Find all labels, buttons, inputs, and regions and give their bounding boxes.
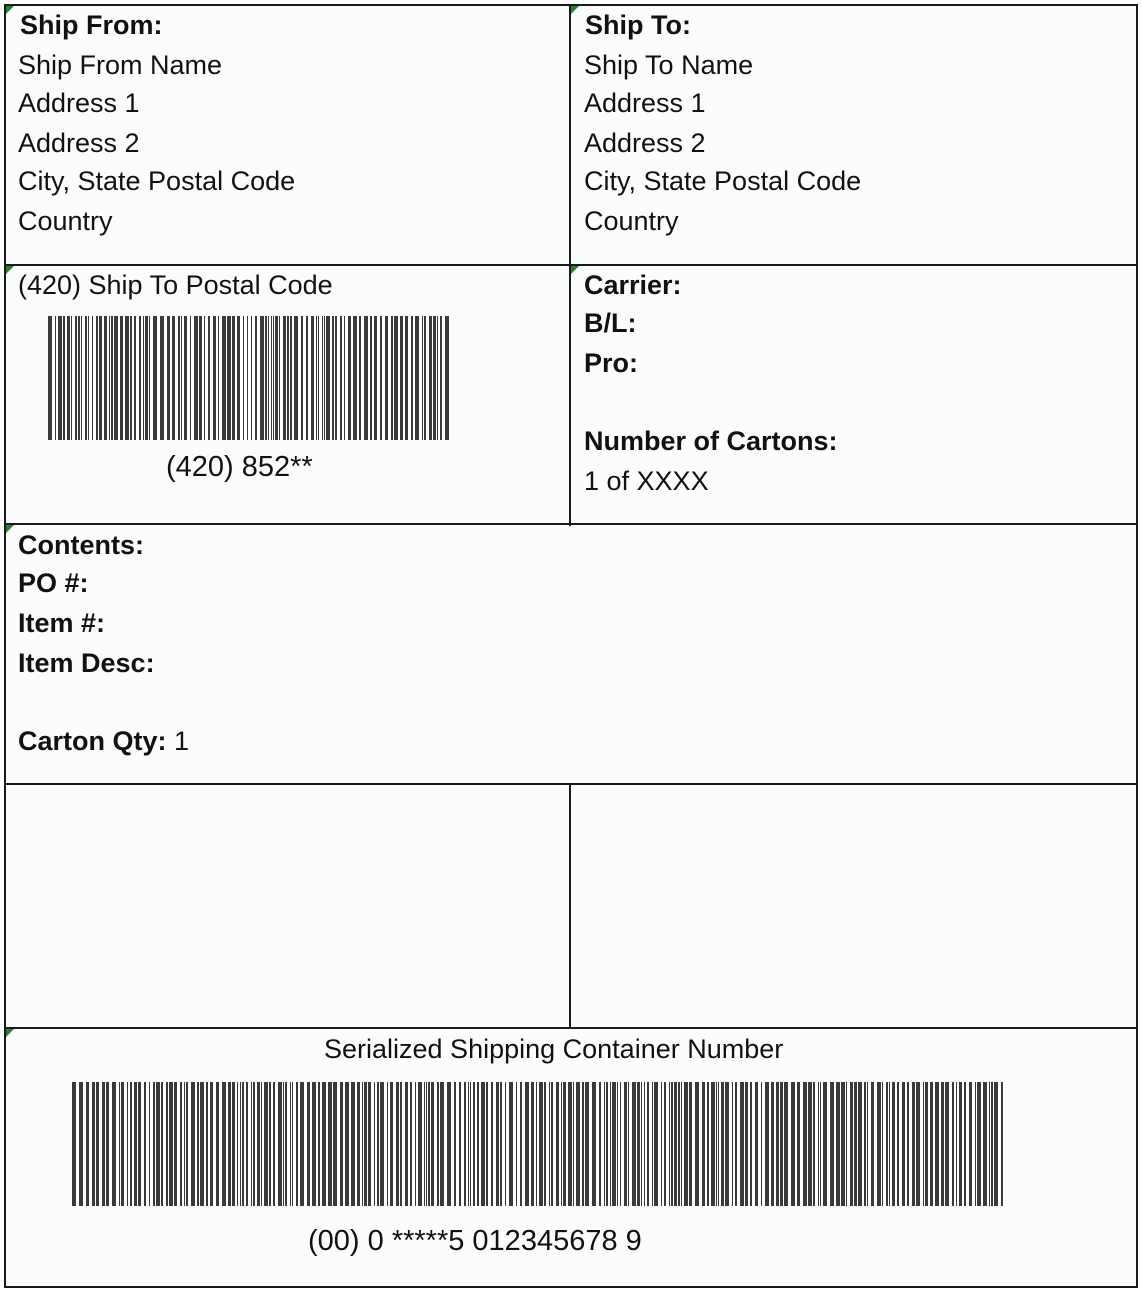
carrier-info-cell <box>571 266 1138 523</box>
ship-from-country: Country <box>18 206 113 236</box>
carton-qty-label: Carton Qty: <box>18 726 167 756</box>
pro-label: Pro: <box>584 348 638 378</box>
contents-cell <box>6 525 1138 783</box>
bl-label: B/L: <box>584 308 637 338</box>
sscc-number: (00) 0 *****5 012345678 9 <box>308 1225 642 1257</box>
sscc-cell <box>6 1029 1138 1288</box>
ship-to-city-state-postal: City, State Postal Code <box>584 166 862 196</box>
ship-from-name: Ship From Name <box>18 50 223 80</box>
postal-barcode-number: (420) 852** <box>166 451 313 483</box>
item-number-label: Item #: <box>18 608 106 638</box>
contents-heading: Contents: <box>18 530 144 560</box>
ship-to-cell <box>571 6 1138 264</box>
number-of-cartons-label: Number of Cartons: <box>584 426 838 456</box>
ship-from-city-state-postal: City, State Postal Code <box>18 166 296 196</box>
po-label: PO #: <box>18 568 89 598</box>
empty-cell-left <box>6 785 569 1027</box>
ship-to-country: Country <box>584 206 679 236</box>
postal-barcode-icon <box>48 316 452 440</box>
ship-from-heading: Ship From: <box>20 10 163 40</box>
ship-from-address2: Address 2 <box>18 128 140 158</box>
ship-from-address1: Address 1 <box>18 88 140 118</box>
carton-qty <box>18 725 189 757</box>
item-desc-label: Item Desc: <box>18 648 155 678</box>
sscc-caption: Serialized Shipping Container Number <box>324 1034 784 1064</box>
ship-to-heading: Ship To: <box>585 10 691 40</box>
empty-cell-right <box>571 785 1138 1027</box>
ship-from-cell <box>6 6 569 264</box>
postal-barcode-caption: (420) Ship To Postal Code <box>18 270 333 300</box>
ship-to-address1: Address 1 <box>584 88 706 118</box>
sscc-barcode-icon <box>72 1082 1004 1206</box>
ship-to-name: Ship To Name <box>584 50 754 80</box>
postal-barcode-cell <box>6 266 569 523</box>
number-of-cartons-value: 1 of XXXX <box>584 466 709 496</box>
carrier-label: Carrier: <box>584 270 682 300</box>
ship-to-address2: Address 2 <box>584 128 706 158</box>
carton-qty-value: 1 <box>174 726 190 756</box>
